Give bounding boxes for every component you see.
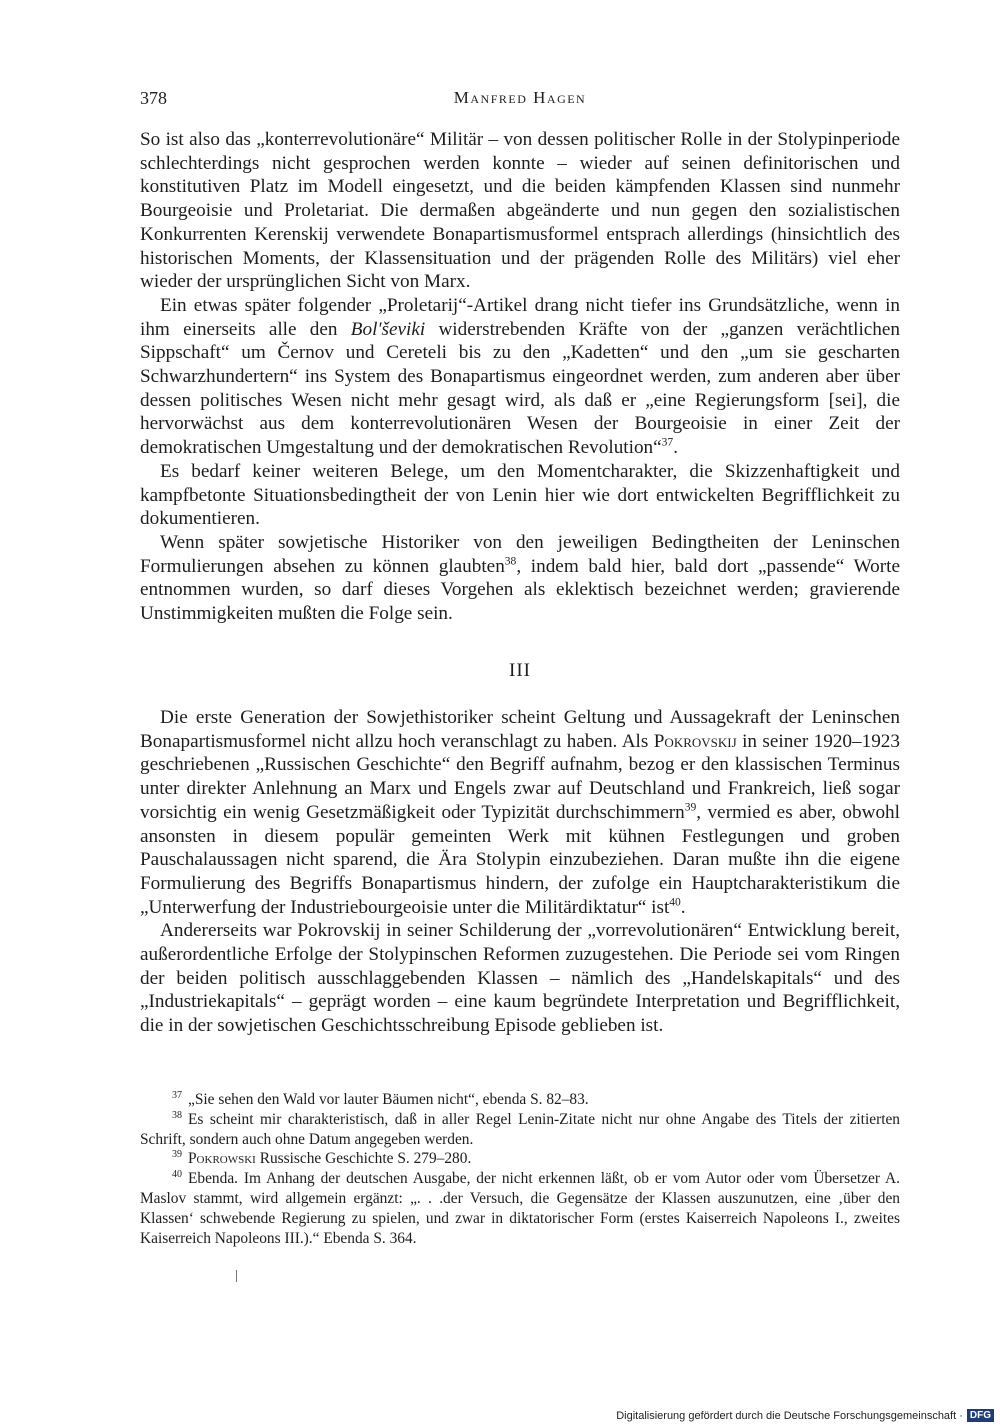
dfg-logo-icon: DFG — [967, 1409, 994, 1422]
page-number: 378 — [140, 88, 167, 108]
text-run: , indem bald hier, bald dort „passende“ Worte entnommen wurden, so darf dieses Vorgehen als eklektisch bezeichnet werden; gravierende Unstimmigkeiten mußten die Folge sein. — [140, 555, 900, 625]
text-run: Es scheint mir charakteristisch, daß in aller Regel Lenin-Zitate nicht nur ohne Angabe des Titels der zitierten Schrift, sondern auch ohne Datum angegeben werden. — [140, 1110, 900, 1148]
text-run: Es bedarf keiner weiteren Belege, um den Momentcharakter, die Skizzenhaftigkeit und kampfbetonte Situationsbedingtheit der von Lenin hier wie dort entwickelten Begrifflichkeit zu dokumentieren. — [140, 460, 900, 530]
footnote-ref: 37 — [661, 436, 674, 449]
footnote — [140, 1110, 900, 1150]
text-run: So ist also das „konterrevolutionäre“ Militär – von dessen politischer Rolle in der Stolypinperiode schlechterdings nicht gesprochen werden konnte – wieder auf seinen definitorischen und konstitutiven Platz im Modell eingesetzt, und die beiden kämpfenden Klassen sind nunmehr Bourgeoisie und Proletariat. Die dermaßen abgeänderte und nun gegen den sozialistischen Konkurrenten Kerenskij verwendete Bonapartismusformel entsprach allerdings (hinsichtlich des historischen Moments, der Klassensituation und der prägenden Rolle des Militärs) viel eher wieder der ursprünglichen Sicht von Marx. — [140, 129, 900, 293]
footnote-number: 37 — [172, 1089, 182, 1101]
footnote-number: 38 — [172, 1109, 182, 1121]
text-run: Andererseits war Pokrovskij in seiner Schilderung der „vorrevolutionären“ Entwicklung bereit, außerordentliche Erfolge der Stolypinschen Reformen zuzugestehen. Die Periode sei vom Ringen der beiden politisch ausschlaggebenden Klassen – nämlich des „Handelskapitals“ und des „Industriekapitals“ – geprägt worden – eine kaum begründete Interpretation und Begrifflichkeit, die in der sowjetischen Geschichtsschreibung Episode geblieben ist. — [140, 920, 900, 1037]
running-head: Manfred Hagen — [453, 88, 587, 107]
footnote-number: 40 — [172, 1169, 182, 1181]
paragraph — [140, 294, 900, 460]
body-text-upper — [140, 128, 900, 626]
text-run: . — [673, 437, 678, 459]
dfg-banner — [616, 1409, 994, 1422]
text-run: Die erste Generation der Sowjethistoriker scheint Geltung und Aussagekraft der Leninschen Bonapartismusformel nicht allzu hoch veranschlagt zu haben. Als — [140, 707, 900, 752]
footnote-number: 39 — [172, 1149, 182, 1161]
paragraph — [140, 128, 900, 294]
paragraph — [140, 460, 900, 531]
footnote-ref: 39 — [684, 801, 697, 814]
dfg-text: Digitalisierung gefördert durch die Deutsche Forschungsgemeinschaft · — [616, 1409, 963, 1422]
footnote-ref: 40 — [669, 896, 681, 909]
page-header — [140, 88, 900, 112]
text-run: „Sie sehen den Wald vor lauter Bäumen nicht“, ebenda S. 82–83. — [188, 1091, 589, 1108]
paragraph — [140, 531, 900, 626]
paragraph — [140, 919, 900, 1038]
text-run: , vermied es aber, obwohl ansonsten in diesem populär gemeinten Werk mit kühnen Festlegungen und groben Pauschalaussagen nicht sparend, die Ära Stolypin einzubeziehen. Daran mußte ihn die eigene Formulierung des Begriffs Bonapartismus hindern, der zufolge ein Hauptcharakteristikum die „Unterwerfung der Industriebourgeoisie unter die Militärdiktatur“ ist — [140, 801, 900, 918]
scan-mark — [236, 1270, 237, 1282]
section-heading: III — [509, 660, 531, 681]
text-run: Ebenda. Im Anhang der deutschen Ausgabe, der nicht erkennen läßt, ob er vom Autor oder vom Übersetzer A. Maslov stammt, wird allgemein ergänzt: „. . .der Versuch, die Gegensätze der Klassen auszunutzen, eine ‚über den Klassen‘ schwebende Regierung zu spielen, und zwar in diktatorischer Form (erstes Kaiserreich Napoleons I., zweites Kaiserreich Napoleons III.).“ Ebenda S. 364. — [140, 1170, 900, 1247]
author-name: Pokrowski — [188, 1150, 256, 1168]
paragraph — [140, 706, 900, 919]
text-run: . — [680, 896, 686, 918]
footnote — [140, 1169, 900, 1248]
text-run: Wenn später sowjetische Historiker von den jeweiligen Bedingtheiten der Leninschen Formulierungen absehen zu können glaubten — [140, 531, 900, 577]
footnote — [140, 1149, 900, 1169]
text-run: in seiner 1920–1923 geschriebenen „Russischen Geschichte“ den Begriff aufnahm, bezog er den klassischen Terminus unter direkter Anlehnung an Marx und Engels zwar auf Deutschland und Frankreich, ließ sogar vorsichtig ein wenig Gesetzmäßigkeit oder Typizität durchschimmern — [140, 730, 900, 823]
footnotes — [140, 1090, 900, 1248]
footnote — [140, 1090, 900, 1110]
italic-term: Bol'ševiki — [350, 318, 426, 340]
author-name: Pokrovskij — [653, 730, 737, 752]
text-run: Russische Geschichte S. 279–280. — [255, 1150, 472, 1168]
text-run: Ein etwas später folgender „Proletarij“-Artikel drang nicht tiefer ins Grundsätzliche, wenn in ihm einerseits alle den — [140, 294, 900, 340]
text-run: widerstrebenden Kräfte von der „ganzen verächtlichen Sippschaft“ um Černov und Cereteli bis zu den „Kadetten“ und den „um sie gescharten Schwarzhundertern“ ins System des Bonapartismus eingeordnet werden, zum anderen aber über dessen politisches Wesen nicht mehr gesagt wird, als daß er „eine Regierungsform [sei], die hervorwächst aus dem konterrevolutionären Wesen der Bourgeoisie in einer Zeit der demokratischen Umgestaltung und der demokratischen Revolution“ — [140, 318, 900, 459]
body-text-section-iii — [140, 706, 900, 1038]
footnote-ref: 38 — [504, 555, 517, 568]
